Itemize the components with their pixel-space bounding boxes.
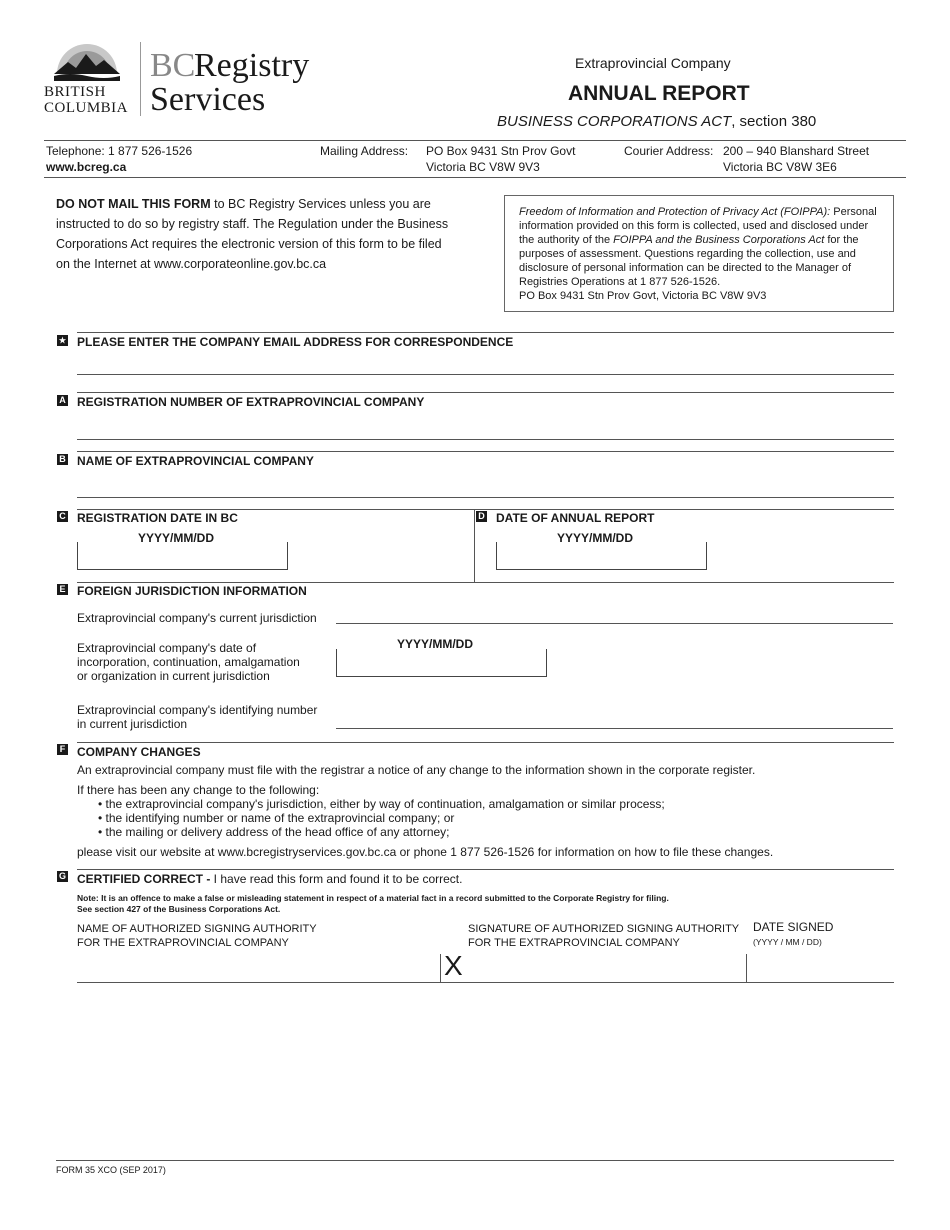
form-subtitle: Extraprovincial Company [575, 55, 731, 71]
form-number: FORM 35 XCO (SEP 2017) [56, 1165, 166, 1175]
section-cd-top-rule [77, 509, 894, 510]
offence-note [77, 893, 669, 915]
notice-line2: instructed to do so by registry staff. The Regulation under the Business [56, 217, 449, 231]
signer-name-label [77, 922, 317, 950]
changes-bullet-3: • the mailing or delivery address of the head office of any attorney; [98, 825, 450, 839]
registration-number-input[interactable] [77, 412, 894, 440]
section-f-badge: F [57, 744, 68, 755]
section-a-top-rule [77, 392, 894, 393]
mailing-line2: Victoria BC V8W 9V3 [426, 160, 540, 174]
offence-note-2: See section 427 of the Business Corporations Act. [77, 904, 281, 914]
section-e-title: FOREIGN JURISDICTION INFORMATION [77, 584, 307, 598]
signature-label-1: SIGNATURE OF AUTHORIZED SIGNING AUTHORITY [468, 923, 740, 935]
signature-label-2: FOR THE EXTRAPROVINCIAL COMPANY [468, 937, 680, 949]
changes-bullet-list [98, 797, 665, 839]
section-c-title: REGISTRATION DATE IN BC [77, 511, 238, 525]
identifying-number-label-1: Extraprovincial company's identifying number [77, 703, 318, 717]
signature-label [468, 922, 739, 950]
company-name-input[interactable] [77, 472, 894, 498]
privacy-l5: disclosure of personal information can be directed to the Manager of [519, 262, 852, 274]
section-e-badge: E [57, 584, 68, 595]
mailing-label: Mailing Address: [320, 144, 409, 158]
section-cd-divider [474, 509, 475, 582]
logo-british: BRITISH [44, 84, 106, 100]
section-d-badge: D [476, 511, 487, 522]
jurisdiction-date-label-1: Extraprovincial company's date of [77, 641, 257, 655]
signer-name-label-2: FOR THE EXTRAPROVINCIAL COMPANY [77, 937, 289, 949]
privacy-act-name: Freedom of Information and Protection of Privacy Act (FOIPPA): [519, 206, 831, 218]
jurisdiction-date-input[interactable] [336, 649, 547, 677]
privacy-l7: PO Box 9431 Stn Prov Govt, Victoria BC V8W 9V3 [519, 290, 767, 302]
jurisdiction-input[interactable] [336, 605, 893, 624]
telephone: Telephone: 1 877 526-1526 [46, 144, 193, 158]
section-f-title: COMPANY CHANGES [77, 745, 201, 759]
date-signed-format: (YYYY / MM / DD) [753, 937, 822, 947]
section-a-title: REGISTRATION NUMBER OF EXTRAPROVINCIAL COMPANY [77, 395, 425, 409]
identifying-number-label [77, 703, 317, 731]
notice-line4: on the Internet at www.corporateonline.gov.bc.ca [56, 257, 327, 271]
annual-report-date-input[interactable] [496, 542, 707, 570]
form-title: ANNUAL REPORT [568, 82, 750, 105]
privacy-l4: purposes of assessment. Questions regarding the collection, use and [519, 248, 856, 260]
signature-left-divider [440, 954, 441, 982]
jurisdiction-date-label [77, 641, 300, 683]
website-link[interactable]: www.bcreg.ca [46, 160, 127, 174]
registration-date-input[interactable] [77, 542, 288, 570]
section-star-top-rule [77, 332, 894, 333]
privacy-l2: information provided on this form is collected, used and disclosed under [519, 220, 869, 232]
section-star-title: PLEASE ENTER THE COMPANY EMAIL ADDRESS FOR CORRESPONDENCE [77, 335, 514, 349]
section-g-badge: G [58, 871, 66, 881]
changes-intro: An extraprovincial company must file with the registrar a notice of any change to the information shown in the corporate register. [77, 763, 756, 777]
brand-registry: Registry [194, 47, 310, 84]
jurisdiction-date-format: YYYY/MM/DD [397, 637, 474, 651]
mailing-line1: PO Box 9431 Stn Prov Govt [426, 144, 576, 158]
changes-if-line: If there has been any change to the following: [77, 783, 320, 797]
logo-divider [140, 42, 141, 116]
section-g-top-rule [77, 869, 894, 870]
logo-columbia: COLUMBIA [44, 100, 129, 116]
privacy-l1: Personal [830, 206, 877, 218]
bc-logo [44, 38, 324, 120]
act-name: BUSINESS CORPORATIONS ACT [497, 113, 732, 130]
courier-line1: 200 – 940 Blanshard Street [723, 144, 870, 158]
section-a-badge: A [57, 395, 68, 406]
certified-correct-line [77, 872, 462, 886]
jurisdiction-date-label-2: incorporation, continuation, amalgamation [77, 655, 300, 669]
signer-name-label-1: NAME OF AUTHORIZED SIGNING AUTHORITY [77, 923, 317, 935]
certified-statement: I have read this form and found it to be correct. [210, 872, 463, 886]
courier-label: Courier Address: [624, 144, 714, 158]
notice-bold: DO NOT MAIL THIS FORM [56, 197, 211, 211]
section-c-format: YYYY/MM/DD [138, 531, 215, 545]
signature-x-mark: X [444, 950, 463, 981]
contact-top-rule [44, 140, 906, 141]
signature-right-divider [746, 954, 747, 982]
email-input[interactable] [77, 352, 894, 375]
section-d-format: YYYY/MM/DD [557, 531, 634, 545]
signature-baseline [77, 982, 894, 983]
changes-bullet-2: • the identifying number or name of the extraprovincial company; or [98, 811, 455, 825]
signature-input[interactable] [470, 954, 745, 981]
privacy-l3a: the authority of the [519, 234, 614, 246]
date-signed-input[interactable] [748, 954, 893, 981]
act-reference [497, 113, 816, 130]
contact-bottom-rule [44, 177, 906, 178]
privacy-l6: Registries Operations at 1 877 526-1526. [519, 276, 721, 288]
section-b-title: NAME OF EXTRAPROVINCIAL COMPANY [77, 454, 314, 468]
privacy-l3b: for the [824, 234, 859, 246]
date-signed-label: DATE SIGNED [753, 920, 834, 934]
privacy-notice-box [504, 195, 894, 312]
jurisdiction-date-label-3: or organization in current jurisdiction [77, 669, 270, 683]
courier-line2: Victoria BC V8W 3E6 [723, 160, 837, 174]
section-b-badge: B [57, 454, 68, 465]
notice-line1: to BC Registry Services unless you are [210, 197, 431, 211]
footer-rule [56, 1160, 894, 1161]
section-f-top-rule [77, 742, 894, 743]
offence-note-1: Note: It is an offence to make a false or misleading statement in respect of a material fact in a record submitted to the Corporate Registry for filing. [77, 893, 669, 903]
do-not-mail-notice [56, 194, 448, 274]
section-star-badge: ★ [58, 336, 67, 345]
section-b-top-rule [77, 451, 894, 452]
changes-bullet-1: • the extraprovincial company's jurisdiction, either by way of continuation, amalgamation or similar process; [98, 797, 665, 811]
act-section: , section 380 [731, 113, 817, 130]
sun-mountain-icon [52, 40, 122, 82]
identifying-number-input[interactable] [336, 710, 893, 729]
brand-bc: BC [150, 47, 196, 84]
section-c-badge: C [57, 511, 68, 522]
brand-services: Services [150, 81, 266, 118]
jurisdiction-label: Extraprovincial company's current jurisdiction [77, 611, 317, 625]
section-e-top-rule [77, 582, 894, 583]
identifying-number-label-2: in current jurisdiction [77, 717, 188, 731]
section-d-title: DATE OF ANNUAL REPORT [496, 511, 655, 525]
changes-visit-line: please visit our website at www.bcregistryservices.gov.bc.ca or phone 1 877 526-1526 for information on how to file these changes. [77, 845, 774, 859]
certified-title: CERTIFIED CORRECT - [77, 872, 211, 886]
notice-line3: Corporations Act requires the electronic version of this form to be filed [56, 237, 442, 251]
privacy-l3-italic: FOIPPA and the Business Corporations Act [613, 234, 825, 246]
signer-name-input[interactable] [77, 954, 439, 981]
